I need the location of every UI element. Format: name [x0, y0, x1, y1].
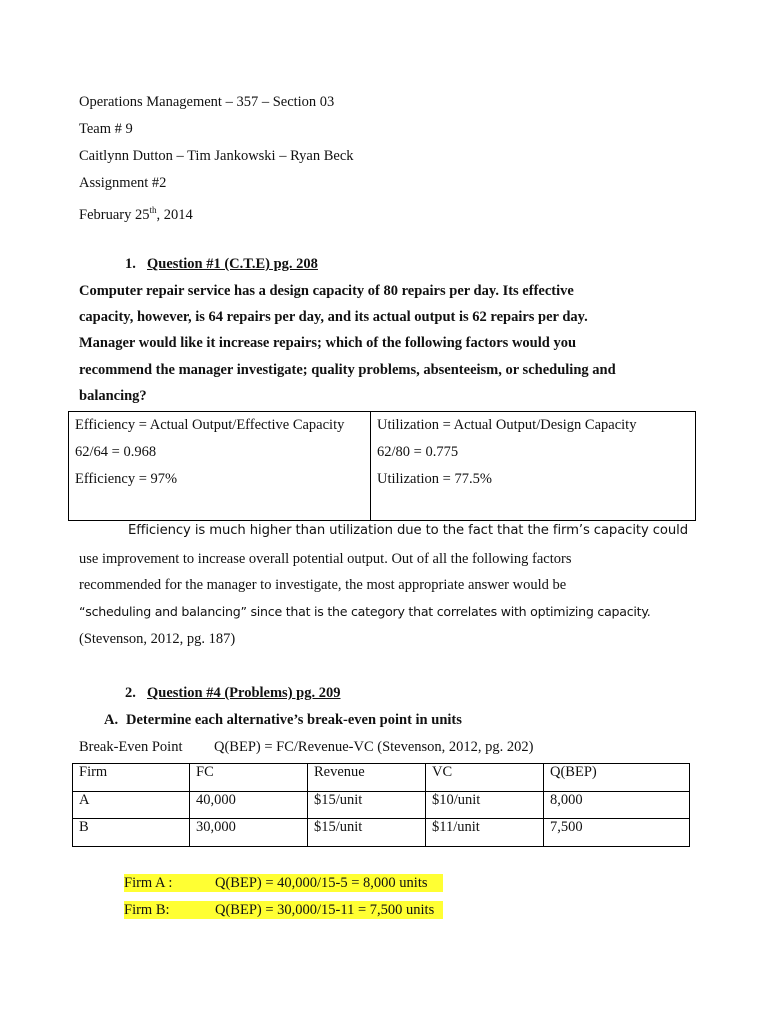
q1-answer-line: use improvement to increase overall potential output. Out of all the following factors — [79, 551, 572, 567]
th-qbep: Q(BEP) — [544, 764, 690, 792]
th-vc: VC — [426, 764, 544, 792]
cell: A — [73, 792, 190, 819]
utilization-cell — [371, 412, 696, 521]
result-calc: Q(BEP) = 30,000/15-11 = 7,500 units — [215, 902, 435, 918]
bep-label: Break-Even Point — [79, 739, 183, 755]
q1-prompt-line: recommend the manager investigate; quality problems, absenteeism, or scheduling and — [79, 362, 616, 378]
utilization-result: Utilization = 77.5% — [377, 471, 492, 487]
efficiency-calc: 62/64 = 0.968 — [75, 444, 157, 460]
result-label: Firm A : — [124, 875, 173, 891]
cell: 40,000 — [190, 792, 308, 819]
th-firm: Firm — [73, 764, 190, 792]
efficiency-formula: Efficiency = Actual Output/Effective Capacity — [75, 417, 345, 433]
utilization-formula: Utilization = Actual Output/Design Capacity — [377, 417, 637, 433]
cell: $11/unit — [426, 819, 544, 847]
bep-formula: Q(BEP) = FC/Revenue-VC (Stevenson, 2012, pg. 202) — [214, 739, 534, 755]
utilization-calc: 62/80 = 0.775 — [377, 444, 459, 460]
bep-table — [72, 763, 690, 847]
cell: 8,000 — [544, 792, 690, 819]
q1-prompt-line: Computer repair service has a design capacity of 80 repairs per day. Its effective — [79, 283, 574, 299]
result-label: Firm B: — [124, 902, 170, 918]
result-firm-a — [124, 874, 443, 892]
cell: 30,000 — [190, 819, 308, 847]
q1-answer-line: Efficiency is much higher than utilization due to the fact that the firm’s capacity could — [128, 523, 688, 538]
q1-prompt-line: Manager would like it increase repairs; which of the following factors would you — [79, 335, 577, 351]
cell: $15/unit — [308, 792, 426, 819]
q1-prompt-line: balancing? — [79, 388, 147, 404]
date-line — [79, 201, 193, 224]
q2-sub-letter: A. — [104, 712, 119, 728]
cell: $10/unit — [426, 792, 544, 819]
date-year: , 2014 — [156, 206, 193, 223]
q1-formula-table — [68, 411, 696, 521]
table-row — [73, 792, 690, 819]
course-line: Operations Management – 357 – Section 03 — [79, 94, 335, 110]
cell: $15/unit — [308, 819, 426, 847]
q1-prompt-line: capacity, however, is 64 repairs per day, and its actual output is 62 repairs per day. — [79, 309, 588, 325]
q1-answer-line: “scheduling and balancing” since that is the category that correlates with optimizing capacity. — [79, 604, 651, 619]
date-sup: th — [149, 205, 157, 215]
result-firm-b — [124, 901, 443, 919]
th-revenue: Revenue — [308, 764, 426, 792]
team-line: Team # 9 — [79, 121, 133, 137]
q2-sub-title: Determine each alternative’s break-even point in units — [126, 712, 462, 728]
q1-citation: (Stevenson, 2012, pg. 187) — [79, 631, 236, 647]
q2-title: Question #4 (Problems) pg. 209 — [147, 685, 341, 701]
date-main: February 25 — [79, 206, 150, 223]
cell: 7,500 — [544, 819, 690, 847]
cell: B — [73, 819, 190, 847]
q1-answer-line: recommended for the manager to investigate, the most appropriate answer would be — [79, 577, 567, 593]
th-fc: FC — [190, 764, 308, 792]
result-calc: Q(BEP) = 40,000/15-5 = 8,000 units — [215, 875, 428, 891]
efficiency-result: Efficiency = 97% — [75, 471, 178, 487]
q2-number: 2. — [125, 685, 136, 701]
q1-number: 1. — [125, 256, 136, 272]
table-row — [73, 819, 690, 847]
members-line: Caitlynn Dutton – Tim Jankowski – Ryan Beck — [79, 148, 354, 164]
assignment-line: Assignment #2 — [79, 175, 167, 191]
efficiency-cell — [69, 412, 371, 521]
q1-title: Question #1 (C.T.E) pg. 208 — [147, 256, 318, 272]
